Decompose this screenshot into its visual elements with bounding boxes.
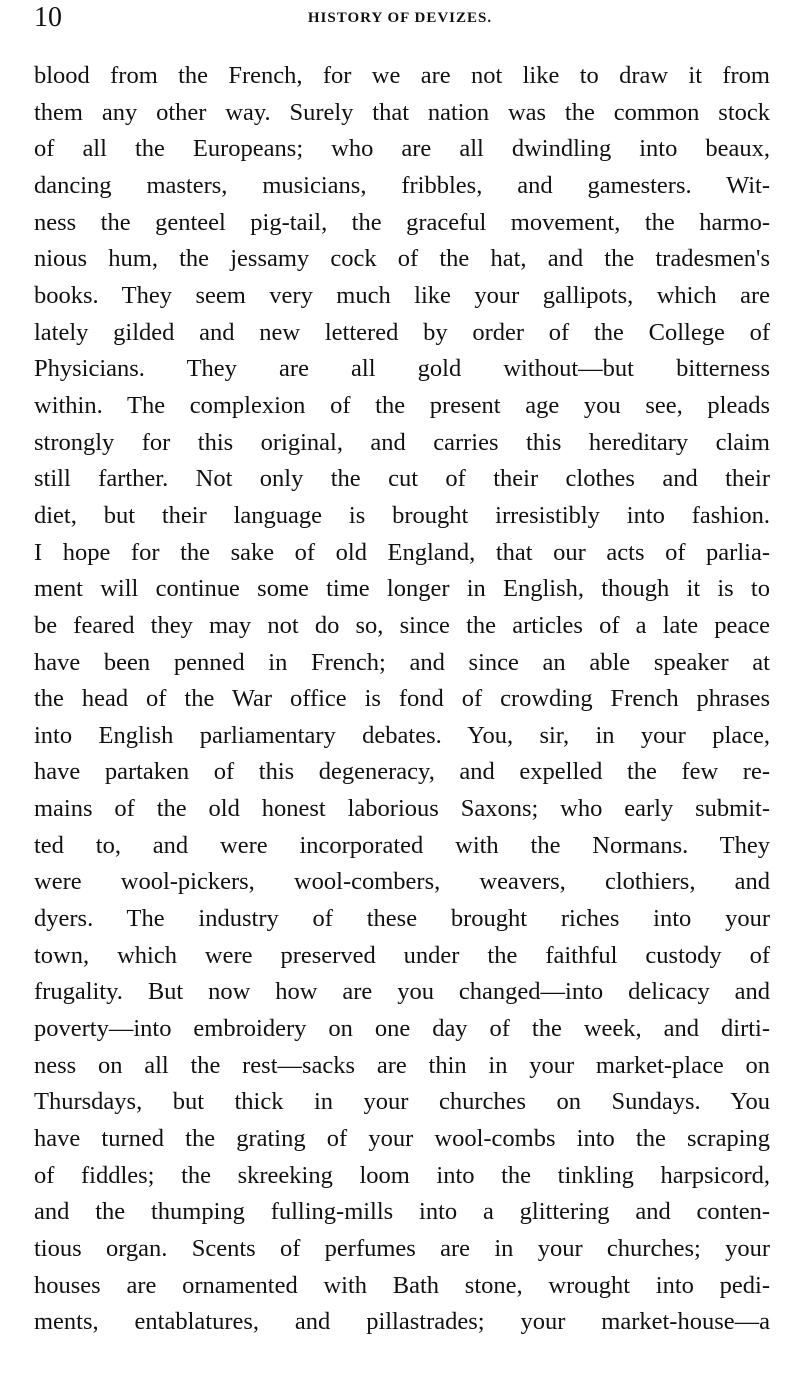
text-line: Thursdays, but thick in your churches on Sundays. You xyxy=(34,1088,770,1116)
text-line: of fiddles; the skreeking loom into the tinkling harpsicord, xyxy=(34,1161,770,1189)
text-line: into English parliamentary debates. You, sir, in your place, xyxy=(34,721,770,749)
text-line: of all the Europeans; who are all dwindling into beaux, xyxy=(34,135,770,163)
text-line: tious organ. Scents of perfumes are in your churches; your xyxy=(34,1235,770,1262)
text-line: them any other way. Surely that nation was the common stock xyxy=(34,98,770,126)
text-line: books. They seem very much like your gallipots, which are xyxy=(34,281,770,309)
text-line: be feared they may not do so, since the articles of a late peace xyxy=(34,611,770,639)
text-line: the head of the War office is fond of crowding French phrases xyxy=(34,685,770,713)
text-line: ments, entablatures, and pillastrades; your market-house—a xyxy=(34,1308,770,1336)
page-number: 10 xyxy=(34,2,62,33)
text-line: have turned the grating of your wool-combs into the scraping xyxy=(34,1125,770,1153)
body-text xyxy=(34,58,770,1341)
text-line: have partaken of this degeneracy, and expelled the few re- xyxy=(34,758,770,786)
text-line: ted to, and were incorporated with the Normans. They xyxy=(34,831,770,859)
text-line: lately gilded and new lettered by order of the College of xyxy=(34,318,770,346)
text-line: dancing masters, musicians, fribbles, and gamesters. Wit- xyxy=(34,171,770,199)
text-line: strongly for this original, and carries this hereditary claim xyxy=(34,428,770,456)
text-line: dyers. The industry of these brought riches into your xyxy=(34,905,770,933)
text-line: blood from the French, for we are not like to draw it from xyxy=(34,62,770,89)
text-line: have been penned in French; and since an able speaker at xyxy=(34,648,770,676)
text-line: ness on all the rest—sacks are thin in your market-place on xyxy=(34,1051,770,1079)
text-line: ment will continue some time longer in English, though it is to xyxy=(34,575,770,603)
text-line: ness the genteel pig-tail, the graceful movement, the harmo- xyxy=(34,208,770,236)
text-line: and the thumping fulling-mills into a glittering and conten- xyxy=(34,1198,770,1226)
text-line: I hope for the sake of old England, that our acts of parlia- xyxy=(34,538,770,566)
text-line: still farther. Not only the cut of their clothes and their xyxy=(34,465,770,493)
text-line: houses are ornamented with Bath stone, wrought into pedi- xyxy=(34,1271,770,1299)
text-line: nious hum, the jessamy cock of the hat, and the tradesmen's xyxy=(34,245,770,273)
text-line: town, which were preserved under the faithful custody of xyxy=(34,941,770,969)
text-line: Physicians. They are all gold without—but bitterness xyxy=(34,355,770,383)
text-line: frugality. But now how are you changed—into delicacy and xyxy=(34,978,770,1006)
text-line: were wool-pickers, wool-combers, weavers, clothiers, and xyxy=(34,868,770,896)
text-line: poverty—into embroidery on one day of the week, and dirti- xyxy=(34,1015,770,1043)
text-line: diet, but their language is brought irresistibly into fashion. xyxy=(34,501,770,529)
text-line: mains of the old honest laborious Saxons; who early submit- xyxy=(34,795,770,823)
running-title: HISTORY OF DEVIZES. xyxy=(307,10,493,26)
text-line: within. The complexion of the present age you see, pleads xyxy=(34,391,770,419)
